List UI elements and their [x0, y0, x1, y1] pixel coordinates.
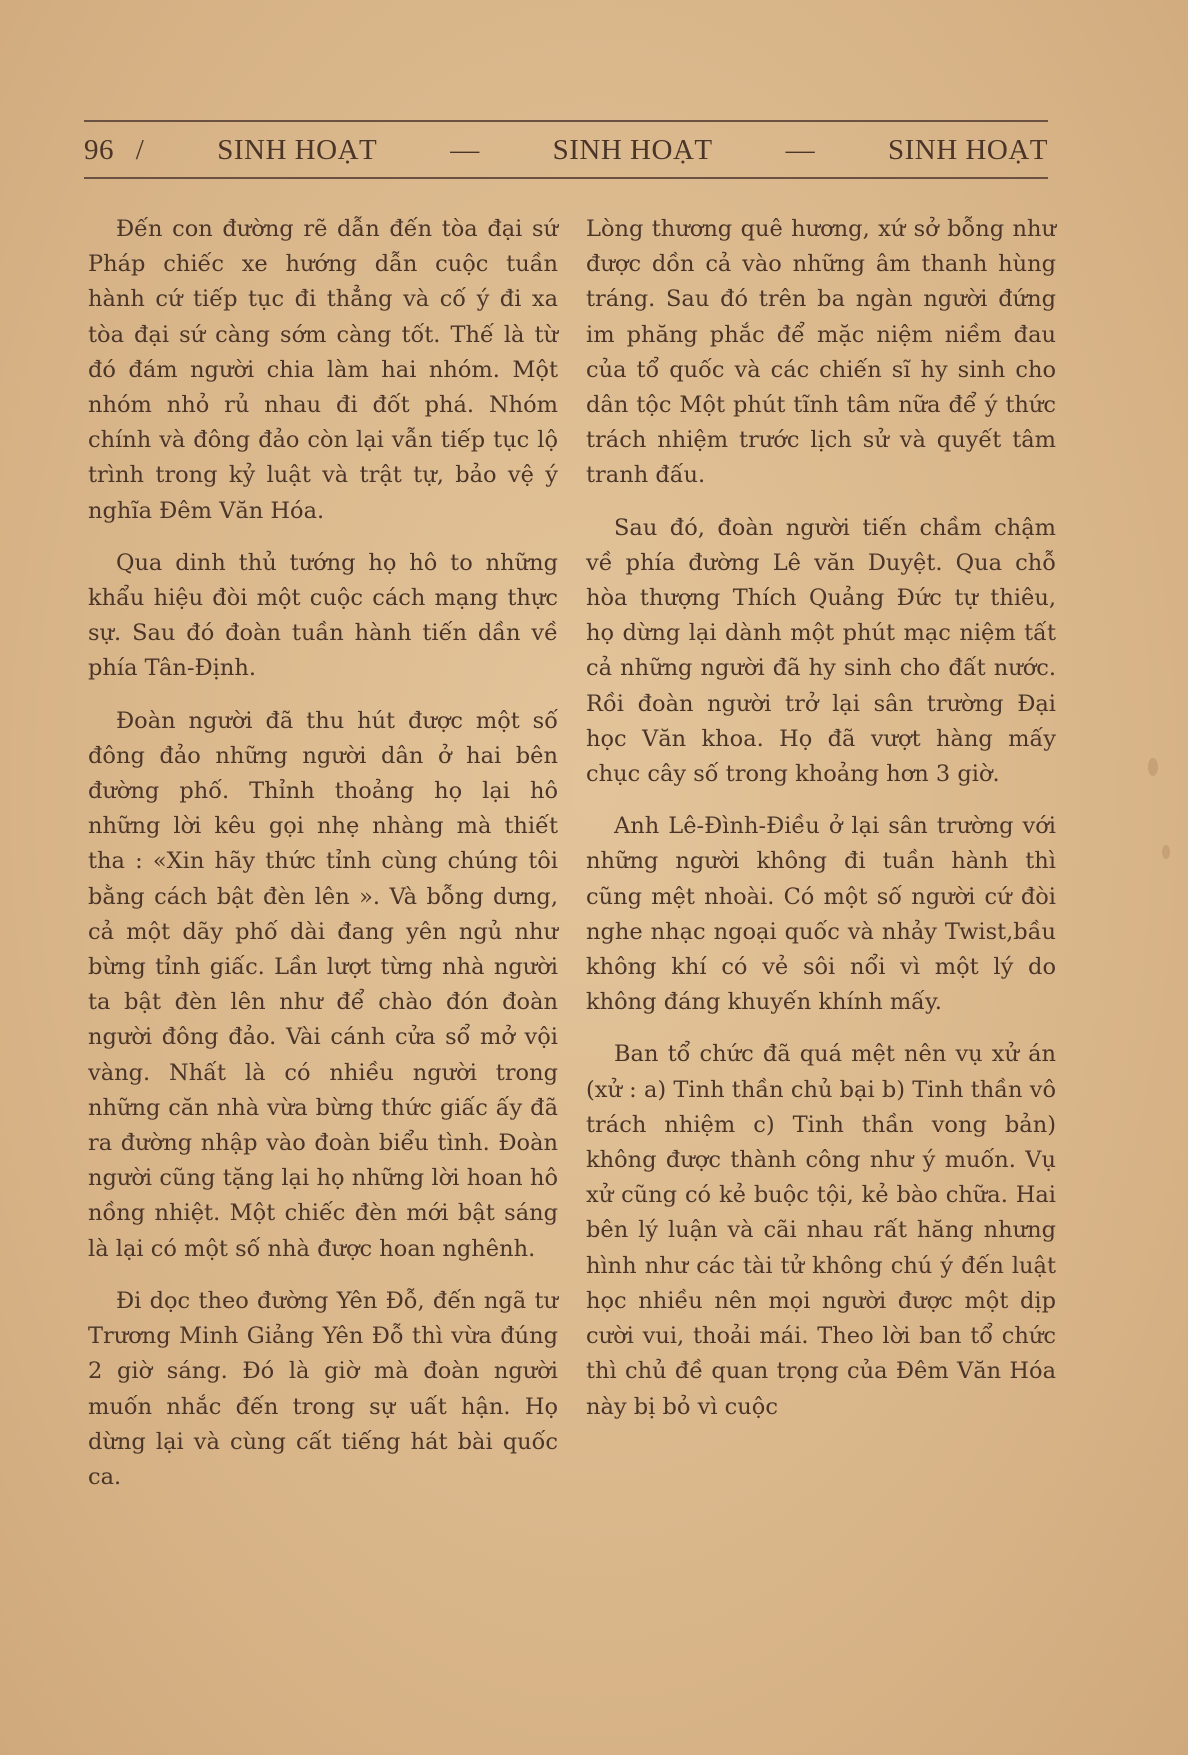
paragraph: Qua dinh thủ tướng họ hô to những khẩu hiệu đòi một cuộc cách mạng thực sự. Sau đó đoàn tuần hành tiến dần về phía Tân-Định.	[88, 549, 558, 682]
left-column	[88, 212, 558, 1512]
running-header	[84, 130, 1048, 170]
paper-stain	[1162, 845, 1170, 859]
paragraph: Lòng thương quê hương, xứ sở bỗng như được dồn cả vào những âm thanh hùng tráng. Sau đó trên ba ngàn người đứng im phăng phắc để mặc niệm niềm đau của tổ quốc và các chiến sĩ hy sinh cho dân tộc Một phút tĩnh tâm nữa để ý thức trách nhiệm trước lịch sử và quyết tâm tranh đấu.	[586, 216, 1056, 489]
paragraph: Đoàn người đã thu hút được một số đông đảo những người dân ở hai bên đường phố. Thỉnh thoảng họ lại hô những lời kêu gọi nhẹ nhàng mà thiết tha : «Xin hãy thức tỉnh cùng chúng tôi bằng cách bật đèn lên ». Và bỗng dưng, cả một dãy phố dài đang yên ngủ như bừng tỉnh giấc. Lần lượt từng nhà người ta bật đèn lên như để chào đón đoàn người đông đảo. Vài cánh cửa sổ mở vội vàng. Nhất là có nhiều người trong những căn nhà vừa bừng thức giấc ấy đã ra đường nhập vào đoàn biểu tình. Đoàn người cũng tặng lại họ những lời hoan hô nồng nhiệt. Một chiếc đèn mới bật sáng là lại có một số nhà được hoan nghênh.	[88, 707, 558, 1262]
header-bottom-rule	[84, 177, 1048, 179]
paragraph: Ban tổ chức đã quá mệt nên vụ xử án (xử : a) Tinh thần chủ bại b) Tinh thần vô trách nhiệm c) Tinh thần vong bản) không được thành công như ý muốn. Vụ xử cũng có kẻ buộc tội, kẻ bào chữa. Hai bên lý luận và cãi nhau rất hăng nhưng hình như các tài tử không chú ý đến luật học nhiều nên mọi người được một dịp cười vui, thoải mái. Theo lời ban tổ chức thì chủ đề quan trọng của Đêm Văn Hóa này bị bỏ vì cuộc	[586, 1041, 1056, 1420]
paragraph: Đến con đường rẽ dẫn đến tòa đại sứ Pháp chiếc xe hướng dẫn cuộc tuần hành cứ tiếp tục đi thẳng và cố ý đi xa tòa đại sứ càng sớm càng tốt. Thế là từ đó đám người chia làm hai nhóm. Một nhóm nhỏ rủ nhau đi đốt phá. Nhóm chính và đông đảo còn lại vẫn tiếp tục lộ trình trong kỷ luật và trật tự, bảo vệ ý nghĩa Đêm Văn Hóa.	[88, 216, 558, 524]
paragraph: Anh Lê-Đình-Điều ở lại sân trường với những người không đi tuần hành thì cũng mệt nhoài. Có một số người cứ đòi nghe nhạc ngoại quốc và nhảy Twist,bầu không khí có vẻ sôi nổi vì một lý do không đáng khuyến khính mấy.	[586, 813, 1056, 1016]
paragraph: Sau đó, đoàn người tiến chầm chậm về phía đường Lê văn Duyệt. Qua chỗ hòa thượng Thích Quảng Đức tự thiêu, họ dừng lại dành một phút mạc niệm tất cả những người đã hy sinh cho đất nước. Rồi đoàn người trở lại sân trường Đại học Văn khoa. Họ đã vượt hàng mấy chục cây số trong khoảng hơn 3 giờ.	[586, 514, 1056, 788]
header-dash-2: —	[785, 133, 816, 166]
header-title-1: SINH HOẠT	[217, 133, 378, 166]
page-number: 96	[84, 133, 114, 166]
page-number-group	[84, 134, 144, 167]
header-top-rule	[84, 120, 1048, 122]
header-title-2: SINH HOẠT	[552, 133, 713, 166]
header-title-3: SINH HOẠT	[888, 133, 1048, 166]
paper-stain	[1148, 758, 1158, 776]
header-slash: /	[135, 133, 145, 166]
right-column	[586, 212, 1056, 1442]
paragraph: Đi dọc theo đường Yên Đỗ, đến ngã tư Trương Minh Giảng Yên Đỗ thì vừa đúng 2 giờ sáng. Đó là giờ mà đoàn người muốn nhắc đến trong sự uất hận. Họ dừng lại và cùng cất tiếng hát bài quốc ca.	[88, 1287, 558, 1490]
header-dash-1: —	[450, 133, 480, 166]
